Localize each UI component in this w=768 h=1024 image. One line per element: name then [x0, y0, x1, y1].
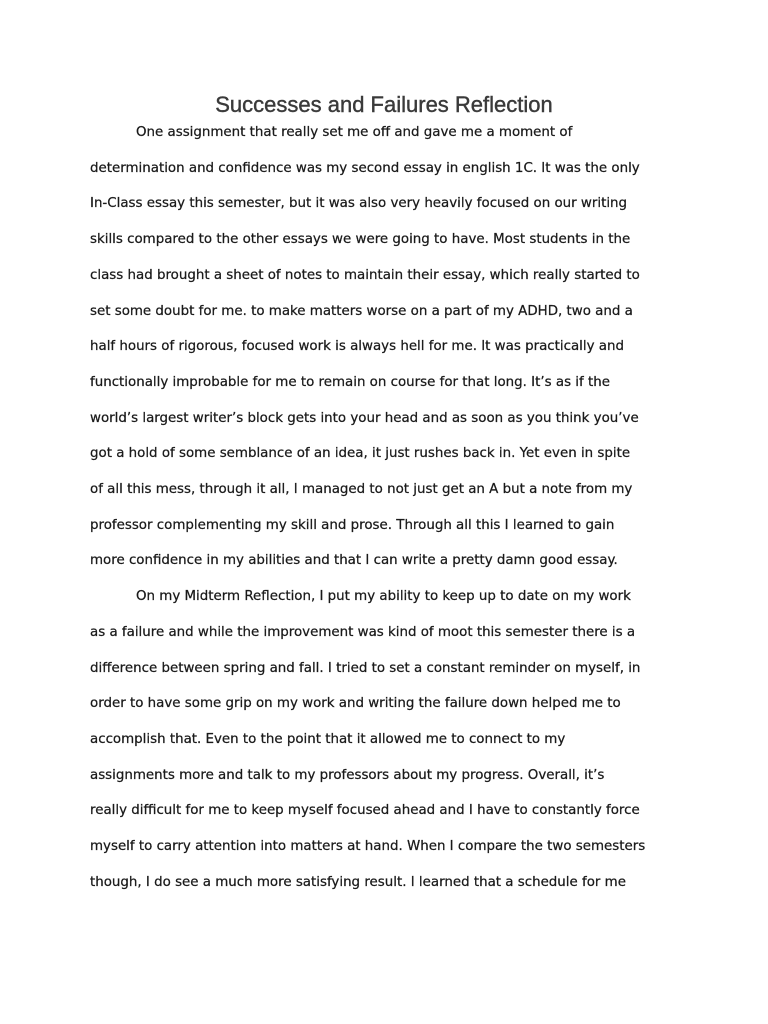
body-line: skills compared to the other essays we were going to have. Most students in the	[90, 232, 631, 248]
body-line: world’s largest writer’s block gets into your head and as soon as you think you’ve	[90, 410, 639, 426]
body-line: accomplish that. Even to the point that it allowed me to connect to my	[90, 731, 566, 747]
body-line: difference between spring and fall. I tried to set a constant reminder on myself, in	[90, 660, 641, 676]
body-line: set some doubt for me. to make matters worse on a part of my ADHD, two and a	[90, 303, 633, 319]
document-title: Successes and Failures Reflection	[215, 92, 553, 117]
body-line: assignments more and talk to my professors about my progress. Overall, it’s	[90, 767, 605, 783]
body-line: In-Class essay this semester, but it was also very heavily focused on our writing	[90, 196, 628, 212]
body-line: of all this mess, through it all, I managed to not just get an A but a note from my	[90, 482, 633, 497]
body-line: though, I do see a much more satisfying result. I learned that a schedule for me	[90, 874, 626, 890]
body-line: On my Midterm Reflection, I put my ability to keep up to date on my work	[136, 589, 631, 605]
body-line: professor complementing my skill and prose. Through all this I learned to gain	[90, 517, 615, 533]
body-line: class had brought a sheet of notes to maintain their essay, which really started to	[90, 267, 640, 283]
body-line: got a hold of some semblance of an idea, it just rushes back in. Yet even in spite	[90, 446, 631, 462]
body-line: as a failure and while the improvement was kind of moot this semester there is a	[90, 624, 636, 640]
body-line: half hours of rigorous, focused work is always hell for me. It was practically and	[90, 339, 624, 355]
body-line: really difficult for me to keep myself focused ahead and I have to constantly force	[90, 803, 640, 819]
body-line: determination and confidence was my second essay in english 1C. It was the only	[90, 160, 640, 176]
body-line: order to have some grip on my work and writing the failure down helped me to	[90, 696, 621, 712]
body-line: myself to carry attention into matters at hand. When I compare the two semesters	[90, 839, 646, 854]
body-line: more confidence in my abilities and that I can write a pretty damn good essay.	[90, 553, 618, 569]
body-line: functionally improbable for me to remain on course for that long. It’s as if the	[90, 374, 610, 390]
body-line: One assignment that really set me off and gave me a moment of	[136, 125, 573, 140]
